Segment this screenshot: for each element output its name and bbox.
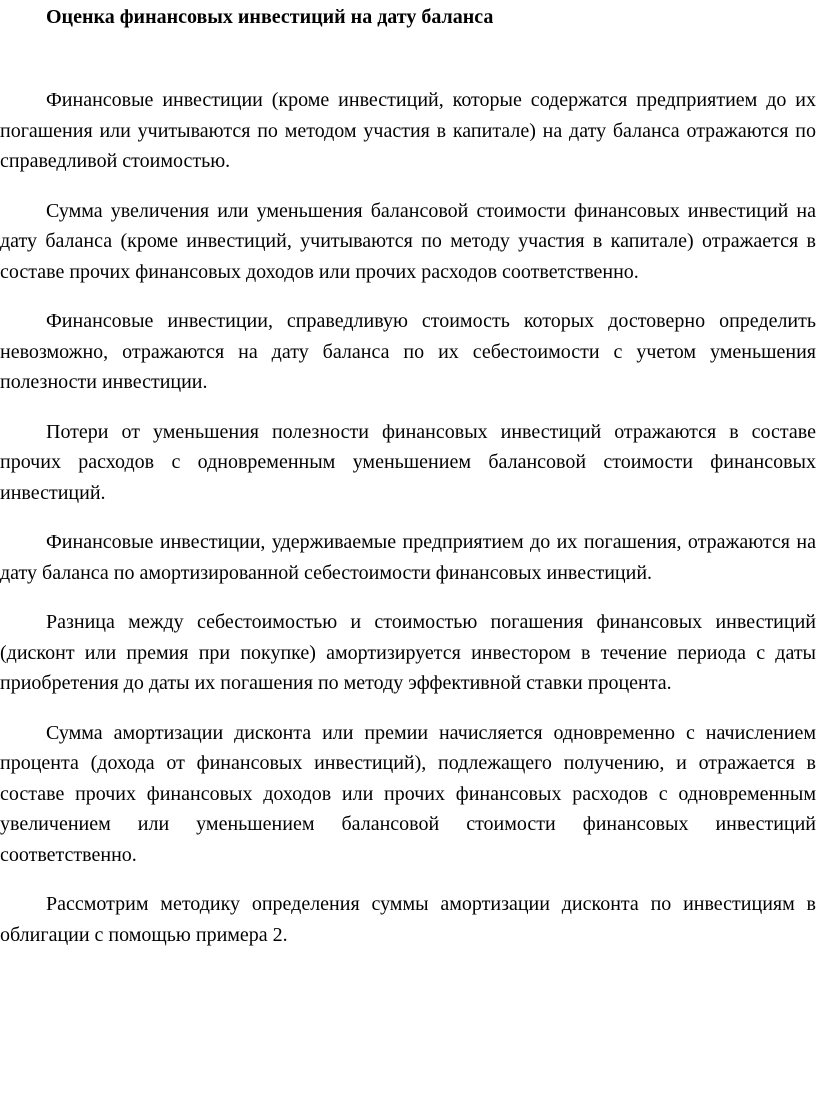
paragraph: Разница между себестоимостью и стоимостью погашения финансовых инвестиций (дисконт или премия при покупке) амортизируется инвестором в течение периода с даты приобретения до даты их погашения по методу эффективной ставки процента.	[0, 611, 816, 694]
paragraph: Потери от уменьшения полезности финансовых инвестиций отражаются в составе прочих расходов с одновременным уменьшением балансовой стоимости финансовых инвестиций.	[0, 420, 816, 504]
paragraph: Сумма увеличения или уменьшения балансовой стоимости финансовых инвестиций на дату баланса (кроме инвестиций, учитываются по методу участия в капитале) отражается в составе прочих финансовых доходов или прочих расходов соответственно.	[0, 199, 816, 283]
document-title: Оценка финансовых инвестиций на дату баланса	[46, 6, 494, 28]
paragraph: Финансовые инвестиции (кроме инвестиций, которые содержатся предприятием до их погашения или учитываются по методом участия в капитале) на дату баланса отражаются по справедливой стоимостью.	[0, 89, 816, 172]
paragraph: Сумма амортизации дисконта или премии начисляется одновременно с начислением процента (дохода от финансовых инвестиций), подлежащего получению, и отражается в составе прочих финансовых доходов или прочих финансовых расходов с одновременным увеличением или уменьшением балансовой стоимости финансовых инвестиций соответственно.	[0, 721, 816, 866]
paragraph: Финансовые инвестиции, удерживаемые предприятием до их погашения, отражаются на дату баланса по амортизированной себестоимости финансовых инвестиций.	[0, 531, 816, 584]
document-body	[0, 85, 816, 969]
paragraph: Финансовые инвестиции, справедливую стоимость которых достоверно определить невозможно, отражаются на дату баланса по их себестоимости с учетом уменьшения полезности инвестиции.	[0, 310, 816, 393]
paragraph: Рассмотрим методику определения суммы амортизации дисконта по инвестициям в облигации с помощью примера 2.	[0, 893, 816, 946]
